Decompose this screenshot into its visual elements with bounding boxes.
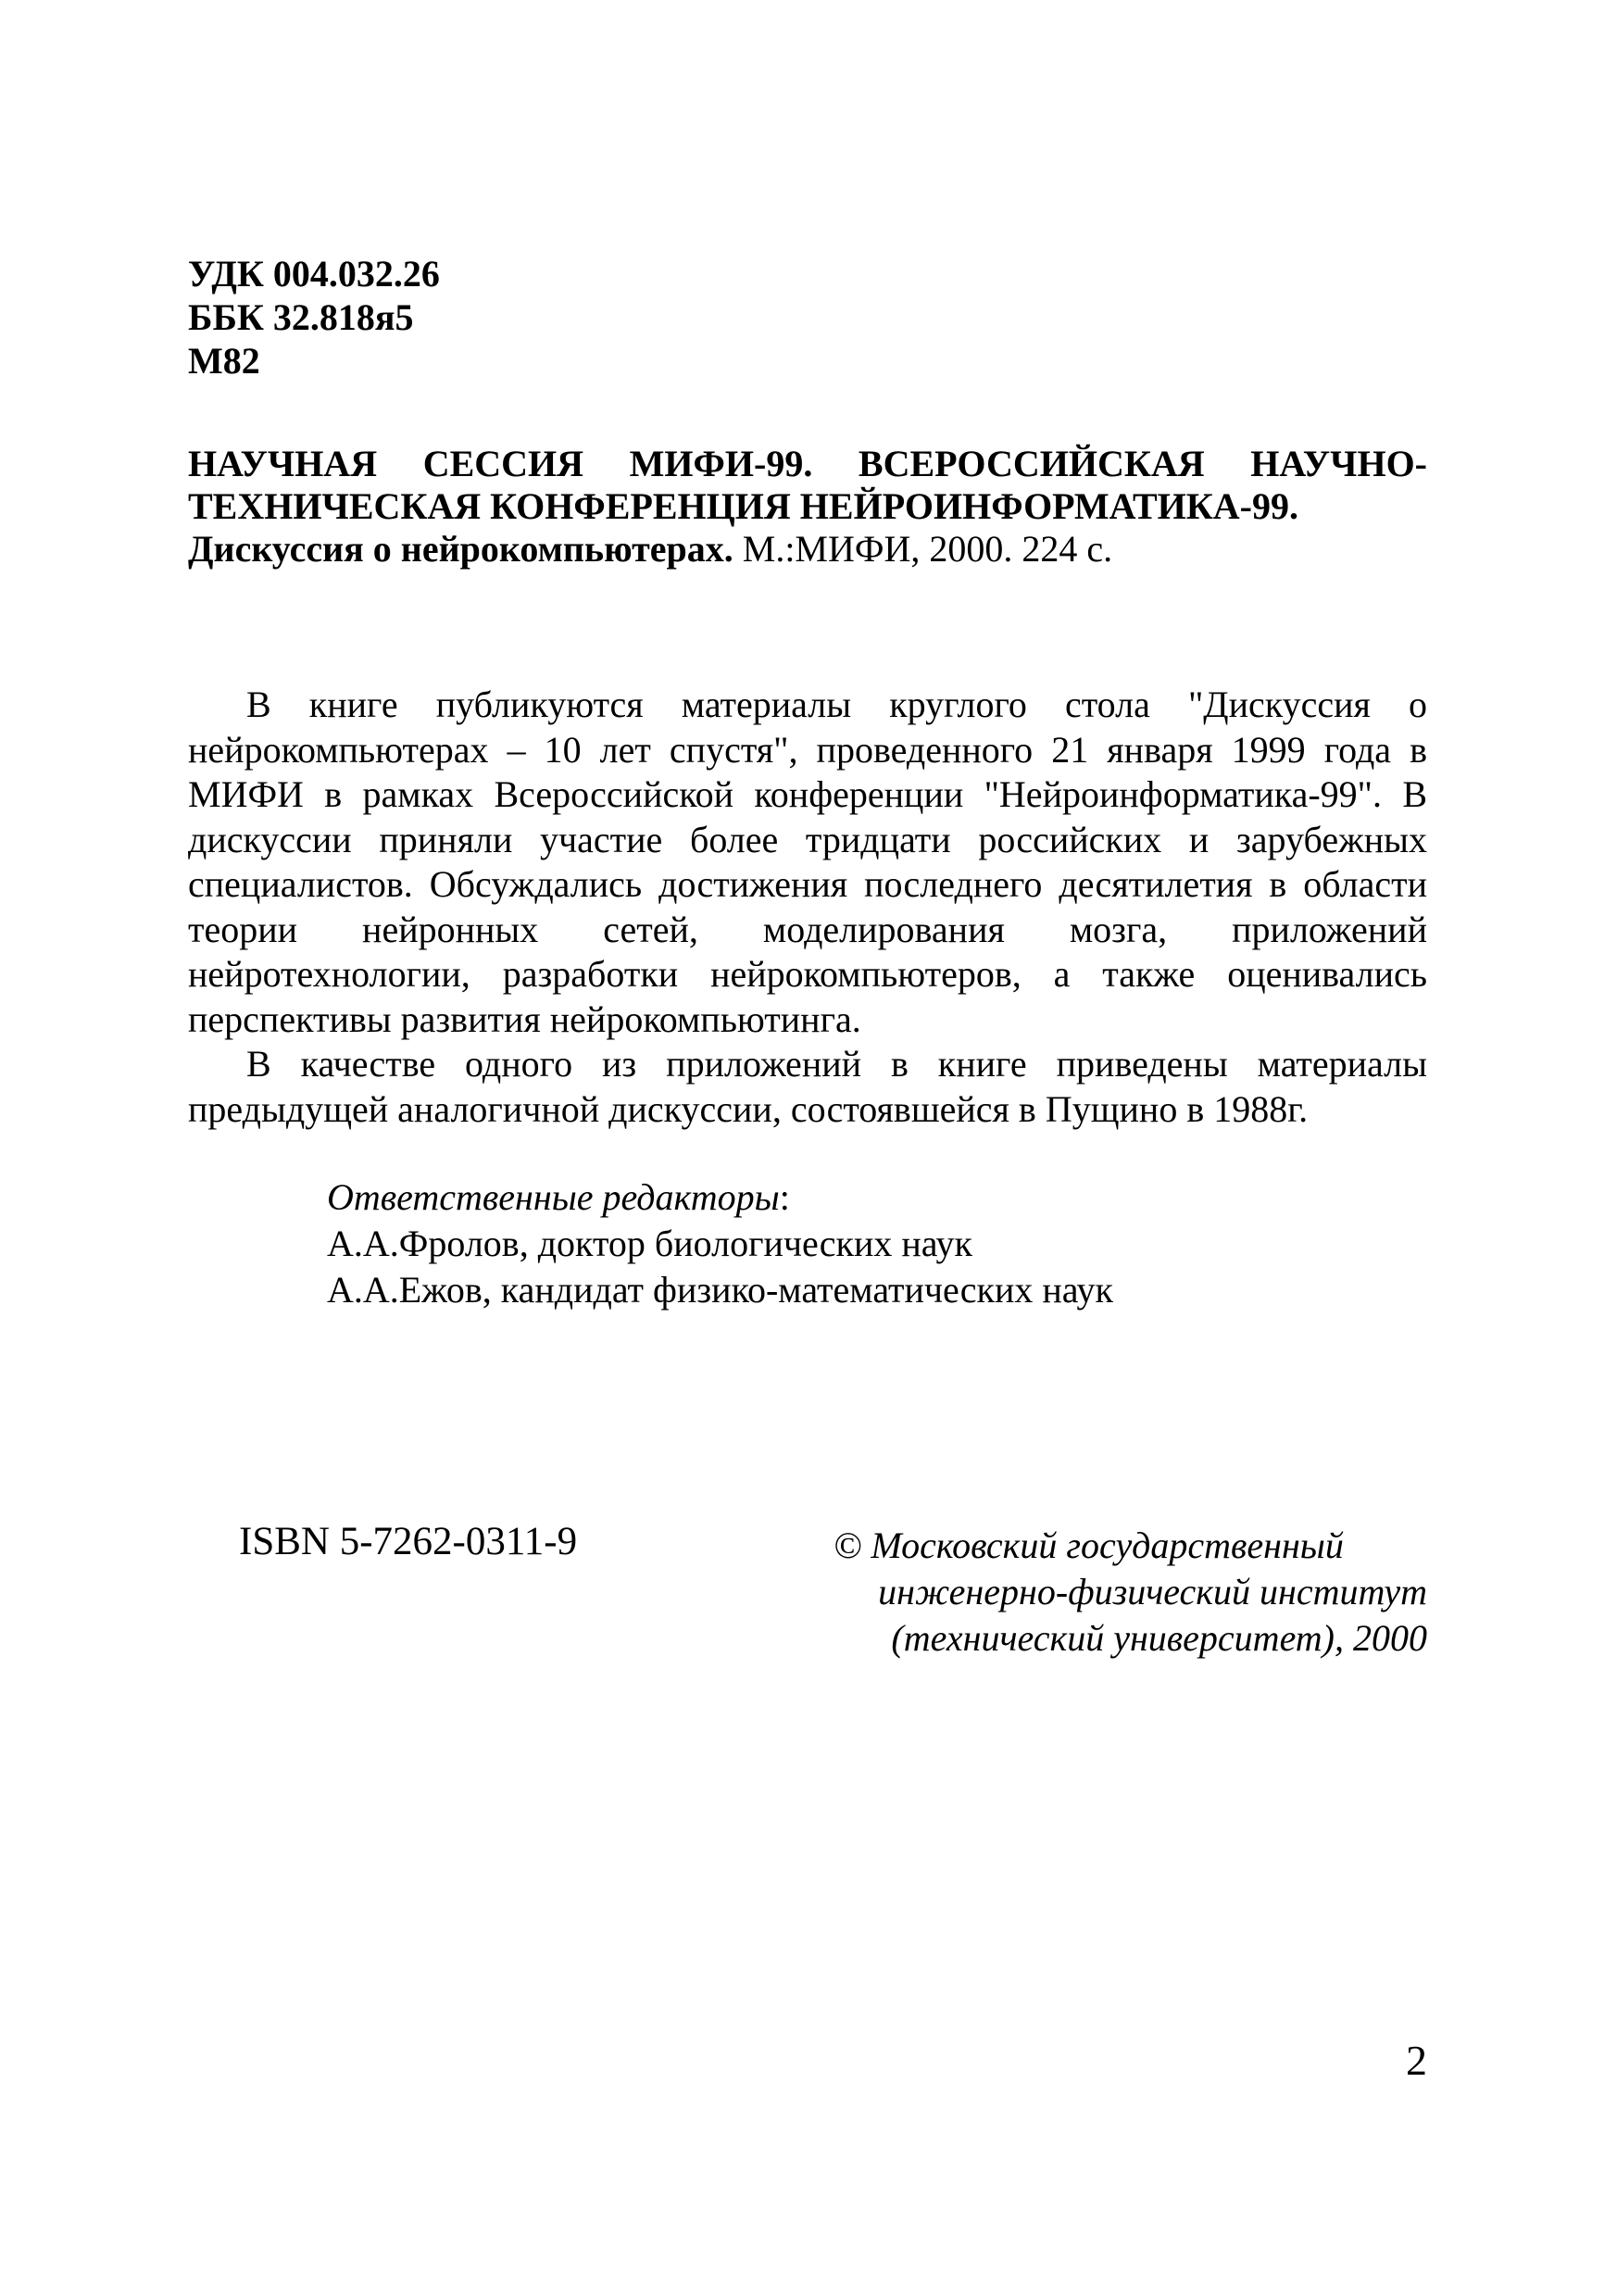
abstract-paragraph-1: В книге публикуются материалы круглого стола "Дискуссия о нейрокомпьютерах – 10 лет спустя", проведенного 21 января 1999 года в МИФИ в рамках Всероссийской конференции "Нейроинформатика-99". В дискуссии приняли участие более тридцати российских и зарубежных специалистов. Обсуждались достижения последнего десятилетия в области теории нейронных сетей, моделирования мозга, приложений нейротехнологии, разработки нейрокомпьютеров, а также оценивались перспективы развития нейрокомпьютинга. [188, 684, 1427, 1040]
editors-label: Ответственные редакторы [327, 1176, 780, 1218]
classification-codes [188, 252, 440, 383]
page-number: 2 [1406, 2037, 1427, 2084]
editor-2: А.А.Ежов, кандидат физико-математических наук [327, 1269, 1113, 1311]
imprint: М.:МИФИ, 2000. 224 с. [733, 528, 1113, 570]
udk-code: УДК 004.032.26 [188, 253, 440, 295]
editors-label-colon: : [779, 1176, 790, 1218]
isbn: ISBN 5-7262-0311-9 [239, 1520, 578, 1563]
editor-1: А.А.Фролов, доктор биологических наук [327, 1223, 972, 1264]
copyright-line-1: © Московский государственный [834, 1524, 1344, 1566]
subtitle-imprint-line [188, 528, 1427, 571]
abstract-paragraph-2: В качестве одного из приложений в книге приведены материалы предыдущей аналогичной дискуссии, состоявшейся в Пущино в 1988г. [188, 1043, 1427, 1130]
copyright-line-3: (технический университет), 2000 [891, 1617, 1427, 1659]
author-mark: М82 [188, 340, 260, 382]
editors-block [327, 1174, 1113, 1313]
subtitle: Дискуссия о нейрокомпьютерах. [188, 528, 733, 570]
copyright-notice [834, 1523, 1427, 1662]
editors-label-line [327, 1174, 1113, 1221]
abstract [188, 683, 1427, 1132]
bbk-code: ББК 32.818я5 [188, 296, 414, 338]
bibliographic-record [188, 443, 1427, 571]
copyright-line-2: инженерно-физический институт [878, 1571, 1427, 1612]
title-line-1: НАУЧНАЯ СЕССИЯ МИФИ-99. ВСЕРОССИЙСКАЯ НАУЧНО- [188, 443, 1427, 484]
title-line-2: ТЕХНИЧЕСКАЯ КОНФЕРЕНЦИЯ НЕЙРОИНФОРМАТИКА-99. [188, 485, 1298, 527]
